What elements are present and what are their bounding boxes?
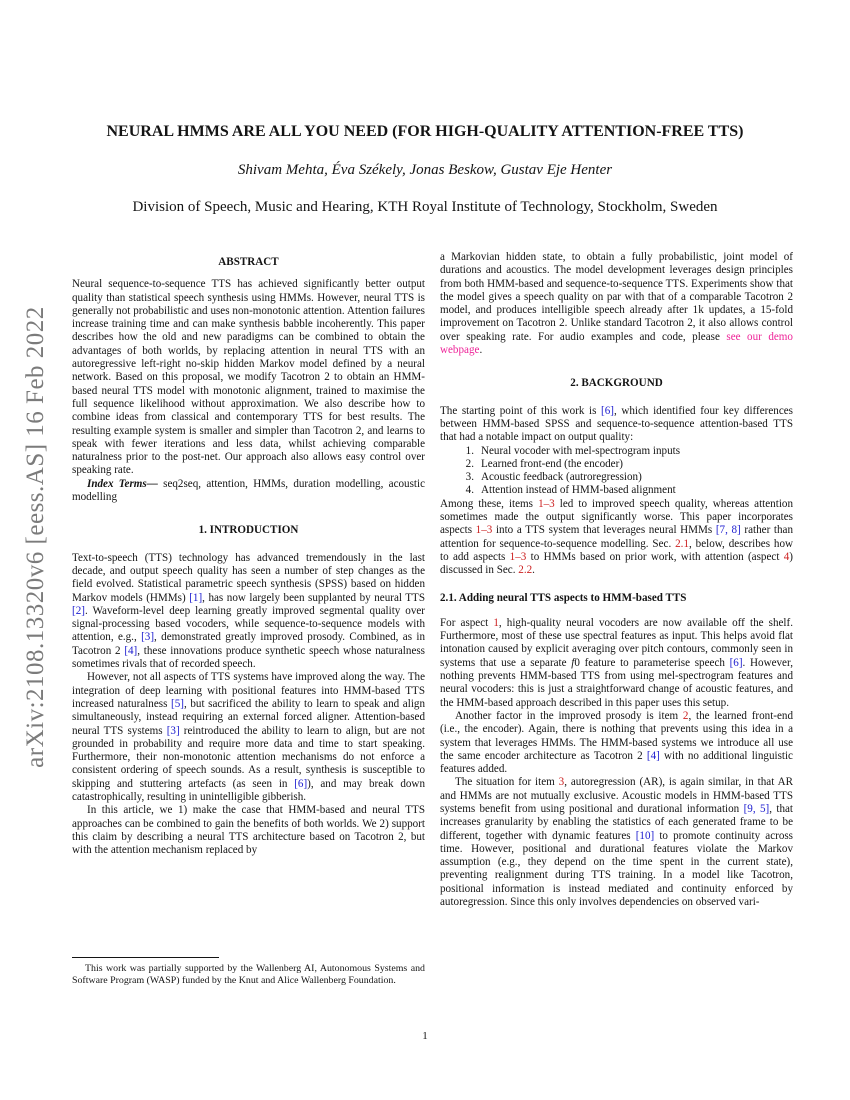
intro-paragraph-3 <box>72 804 425 857</box>
paper-affiliation: Division of Speech, Music and Hearing, KTH Royal Institute of Technology, Stockholm, Sweden <box>132 199 718 215</box>
text-run: ) discussed in Sec. <box>440 550 793 577</box>
external-link[interactable]: see our demo webpage <box>440 330 793 357</box>
section-ref-link[interactable]: 2.2 <box>518 564 533 577</box>
key-differences-list <box>440 445 793 498</box>
section-ref-link[interactable]: 1–3 <box>509 550 527 563</box>
text-run: Text-to-speech (TTS) technology has advanced tremendously in the last decade, and output speech quality has seen a number of step changes as the field evolved. Statistical parametric speech synthesis (SPSS) based on hidden Markov models (HMMs) <box>72 551 425 604</box>
text-run: This work was partially supported by the Wallenberg AI, Autonomous Systems and Software Program (WASP) funded by the Knut and Alice Wallenberg Foundation. <box>72 963 425 986</box>
intro-paragraph-1 <box>72 552 425 672</box>
text-run: . <box>479 344 483 357</box>
list-item-number: 2. <box>465 457 474 470</box>
citation-link[interactable]: [10] <box>635 829 655 842</box>
list-item-number: 1. <box>465 444 474 457</box>
index-terms-paragraph <box>72 478 425 505</box>
citation-link[interactable]: [9, 5] <box>743 802 770 815</box>
arxiv-watermark: arXiv:2108.13320v6 [eess.AS] 16 Feb 2022 <box>22 306 49 768</box>
text-run: For aspect <box>440 616 494 629</box>
list-item-text: Attention instead of HMM-based alignment <box>481 484 676 497</box>
abstract-heading: ABSTRACT <box>218 256 279 268</box>
citation-link[interactable]: [5] <box>171 697 184 710</box>
section-ref-link[interactable]: 2 <box>682 709 689 722</box>
text-run: , demonstrated greatly improved prosody. Combined, as in Tacotron 2 <box>72 631 425 657</box>
paper-authors: Shivam Mehta, Éva Székely, Jonas Beskow, Gustav Eje Henter <box>237 162 613 178</box>
citation-link[interactable]: [2] <box>72 604 85 617</box>
list-item <box>440 445 793 458</box>
citation-link[interactable]: [4] <box>646 749 660 762</box>
text-run: . However, nothing prevents HMM-based TTS from using mel-spectrogram features and neural vocoders: this is just a straightforward change of acoustic features, and the HMM-based approach described in this paper uses this setup. <box>440 656 793 709</box>
text-run: ), and may break down catastrophically, resulting in unintelligible gibberish. <box>72 777 425 803</box>
abstract-continuation-paragraph <box>440 251 793 357</box>
list-item-number: 3. <box>465 471 474 484</box>
section-ref-link[interactable]: 2.1 <box>675 537 689 550</box>
text-run: into a TTS system that leverages neural HMMs <box>492 524 716 537</box>
subsection-paragraph-3 <box>440 776 793 909</box>
introduction-heading: 1. INTRODUCTION <box>198 524 299 537</box>
section-ref-link[interactable]: 1 <box>493 616 499 629</box>
citation-link[interactable]: [6] <box>294 777 308 790</box>
list-item <box>440 471 793 484</box>
section-ref-link[interactable]: 4 <box>783 550 790 563</box>
index-terms-label: Index Terms— <box>87 477 164 490</box>
text-run: Among these, items <box>440 497 539 510</box>
background-paragraph-1 <box>440 405 793 445</box>
text-run: , the learned front-end (i.e., the encoder). Again, there is nothing that prevents using this idea in a system that leverages HMMs. The HMM-based systems we introduce all use the same encoder architecture as Tacotron 2 <box>440 709 793 762</box>
background-paragraph-2 <box>440 498 793 578</box>
list-item-text: Acoustic feedback (autroregression) <box>481 471 642 484</box>
text-run: . Waveform-level deep learning greatly improved segmental quality over signal-processing based vocoders, while sequence-to-sequence models with attention, e.g., <box>72 604 425 644</box>
text-run: to promote continuity across time. However, positional and durational features violate the Markov assumption (e.g., they depend on the time spent in the current state), preventing realignment during TTS training. In a model like Tacotron, positional information is instead mediated and continuity enforced by autoregression. Since this only involves dependencies on observed vari- <box>440 829 793 909</box>
section-ref-link[interactable]: 1–3 <box>475 524 493 537</box>
text-run: The starting point of this work is <box>440 404 602 417</box>
text-run: 0 feature to parameterise speech <box>574 656 730 669</box>
italic-text: f <box>571 656 575 669</box>
text-run: . <box>532 564 535 577</box>
list-item <box>440 484 793 497</box>
background-heading: 2. BACKGROUND <box>570 377 663 390</box>
list-item <box>440 458 793 471</box>
text-run: , which identified four key differences between HMM-based SPSS and sequence-to-sequence attention-based TTS that had a notable impact on output quality: <box>440 404 793 444</box>
text-run: , below, describes how to add aspects <box>440 537 794 563</box>
subsection-paragraph-1 <box>440 617 793 710</box>
text-run: reintroduced the ability to learn to align, but are not grounded in probability and require more data and time to start speaking. Furthermore, their non-monotonic attention mechanisms do not enforce a consistent ordering of speech sounds. As a result, synthesis is susceptible to skipping and stuttering artefacts (as seen in <box>72 724 425 790</box>
section-ref-link[interactable]: 1–3 <box>538 497 555 510</box>
footnote-text <box>72 963 425 987</box>
footnote-rule <box>72 957 219 958</box>
text-run: In this article, we 1) make the case that HMM-based and neural TTS approaches can be combined to gain the benefits of both worlds. We 2) support this claim by describing a neural TTS architecture based on Tacotron 2, but with the attention mechanism replaced by <box>72 804 425 857</box>
text-run: seq2seq, attention, HMMs, duration modelling, acoustic modelling <box>72 477 426 504</box>
subsection-paragraph-2 <box>440 710 793 776</box>
citation-link[interactable]: [3] <box>141 631 155 644</box>
list-item-number: 4. <box>465 484 474 497</box>
text-run: , has now largely been supplanted by neural TTS <box>202 591 426 604</box>
paper-title: NEURAL HMMS ARE ALL YOU NEED (FOR HIGH-QUALITY ATTENTION-FREE TTS) <box>106 123 744 140</box>
text-run: , autoregression (AR), is again similar, in that AR and HMMs are not mutually exclusive. Acoustic models in HMM-based TTS systems benefit from using positional and durational information <box>440 776 793 815</box>
text-run: , that increases granularity by enabling the statistics of each generated frame to be different, together with dynamic features <box>440 802 793 842</box>
left-column <box>72 256 425 857</box>
list-item-text: Neural vocoder with mel-spectrogram inputs <box>481 444 681 457</box>
text-run: , these innovations produce synthetic speech whose naturalness sometimes rivals that of recorded speech. <box>72 644 425 671</box>
right-column <box>440 251 793 909</box>
citation-link[interactable]: [4] <box>124 644 138 657</box>
intro-paragraph-2 <box>72 671 425 804</box>
text-run: Neural sequence-to-sequence TTS has achieved significantly better output quality than statistical speech synthesis using HMMs. However, neural TTS is generally not probabilistic and uses non-monotonic attention. Attention failures increase training time and can make synthesis babble incoherently. This paper describes how the old and new paradigms can be combined to obtain the advantages of both worlds, by replacing attention in neural TTS with an autoregressive left-right no-skip hidden Markov model defined by a neural network. Based on this proposal, we modify Tacotron 2 to obtain an HMM-based neural TTS model with monotonic alignment, trained to maximise the full sequence likelihood without approximation. We also describe how to combine ideas from classical and contemporary TTS for best results. The resulting example system is smaller and simpler than Tacotron 2, and learns to speak with fewer iterations and less data, whilst achieving comparable naturalness prior to the post-net. Our approach also allows easy control over speaking rate. <box>72 278 425 477</box>
text-run: led to improved speech quality, whereas attention sometimes made the output significantly worse. This paper incorporates aspects <box>440 497 793 537</box>
text-run: , high-quality neural vocoders are now available off the shelf. Furthermore, most of these use spectral features as input. This helps avoid flat intonation caused by explicit averaging over pitch contours, commonly seen in systems that use a separate <box>440 616 793 669</box>
citation-link[interactable]: [3] <box>166 724 180 737</box>
section-ref-link[interactable]: 3 <box>558 776 565 789</box>
text-run: with no additional linguistic features added. <box>440 749 793 776</box>
text-run: to HMMs based on prior work, with attention (aspect <box>526 550 784 563</box>
text-run: Another factor in the improved prosody is item <box>455 709 683 722</box>
page-number: 1 <box>422 1030 428 1042</box>
text-run: The situation for item <box>455 776 559 789</box>
citation-link[interactable]: [6] <box>601 404 614 417</box>
text-run: rather than attention for sequence-to-sequence modelling. Sec. <box>440 524 794 550</box>
abstract-paragraph <box>72 278 425 477</box>
text-run: a Markovian hidden state, to obtain a fully probabilistic, joint model of durations and acoustics. The model development leverages design principles from both HMM-based and sequence-to-sequence TTS. Experiments show that the model gives a speech quality on par with that of a comparable Tacotron 2 model, and produces intelligible speech already after 1k updates, a 15-fold improvement on Tacotron 2. Unlike standard Tacotron 2, it also allows control over speaking rate. For audio examples and code, please <box>440 251 793 343</box>
text-run: , but sacrificed the ability to learn to speak and align simultaneously, instead requiring an external forced aligner. Attention-based neural TTS systems <box>72 697 425 737</box>
citation-link[interactable]: [7, 8] <box>715 524 741 537</box>
text-run: However, not all aspects of TTS systems have improved along the way. The integration of deep learning with positional features into HMM-based TTS increased naturalness <box>72 671 425 710</box>
list-item-text: Learned front-end (the encoder) <box>481 457 623 470</box>
citation-link[interactable]: [6] <box>729 656 743 669</box>
citation-link[interactable]: [1] <box>189 591 203 604</box>
subsection-2-1-heading: 2.1. Adding neural TTS aspects to HMM-based TTS <box>440 591 687 604</box>
funding-footnote <box>72 957 425 987</box>
